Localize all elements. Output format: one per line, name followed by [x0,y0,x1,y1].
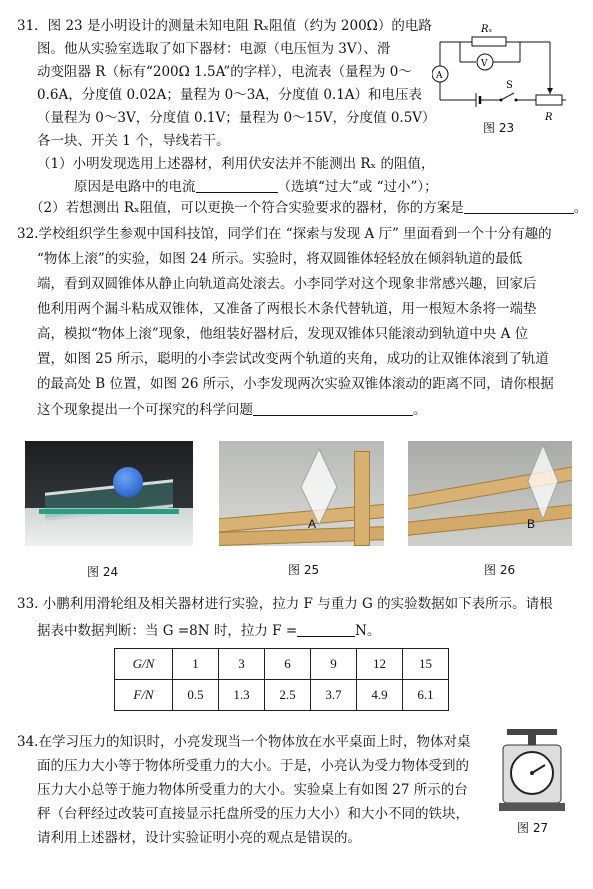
q31-line9-tail: 。 [573,200,588,216]
q32-line8 [37,398,427,418]
q31-answer-blank-2[interactable] [464,200,574,214]
cell-f-3: 2.5 [265,680,311,711]
cell-g-3: 6 [265,649,311,680]
q32-line6: 置，如图 25 所示，聪明的小李尝试改变两个轨道的夹角，成功的让双锥体滚到了轨道 [37,351,549,367]
q31-line6: 各一块、开关 1 个，导线若干。 [37,133,230,149]
q31-line4: 0.6A，分度值 0.02A；量程为 0～3A，分度值 0.1A）和电压表 [37,87,423,103]
cell-g-2: 3 [219,649,265,680]
q34-line3: 压力大小总等于施力物体所受重力的大小。实验桌上有如图 27 所示的台 [37,782,468,798]
q34-line4: 秤（台秤经过改装可直接显示托盘所受的压力大小）和大小不同的铁块， [37,806,469,822]
fig25-caption: 图 25 [288,563,320,577]
cell-f-4: 3.7 [311,680,357,711]
mark-b: B [527,517,536,531]
label-s: S [506,80,513,91]
cell-g-6: 15 [403,649,449,680]
q34-line5: 请利用上述器材，设计实验证明小亮的观点是错误的。 [37,830,361,846]
switch-icon [501,93,514,100]
q31-line8 [74,175,438,195]
fig27-caption: 图 27 [517,821,549,835]
q32-line7: 的最高处 B 位置，如图 26 所示，小李发现两次实验双锥体滚动的距离不同，请你根据 [37,376,554,392]
q31-line1: 31．图 23 是小明设计的测量未知电阻 Rₓ阻值（约为 200Ω）的电路 [17,18,432,34]
q32-line1: 32.学校组织学生参观中国科技馆，同学们在 “探索与发现 A 厅” 里面看到一个十分有趣的 [17,226,552,242]
cell-f-6: 6.1 [403,680,449,711]
label-a: A [436,71,443,81]
resistor-rx [472,37,506,46]
q31-line8-tail: （选填“过大”或 “过小”）； [277,179,438,195]
q32-line8-text: 这个现象提出一个可探究的科学问题 [37,402,253,418]
q32-line4: 他利用两个漏斗粘成双锥体，又准备了两根长木条代替轨道，用一根短木条将一端垫 [37,301,537,317]
circuit-diagram-fig23 [432,20,572,132]
photo-fig25 [219,441,384,546]
scale-fig27 [497,727,567,815]
photo-fig24 [25,441,193,546]
q33-line2 [37,619,380,639]
q31-line9-text: （2）若想测出 Rₓ阻值，可以更换一个符合实验要求的器材，你的方案是 [30,200,464,216]
cell-f-5: 4.9 [357,680,403,711]
row-label-f: F/N [115,680,173,711]
cell-g-1: 1 [173,649,219,680]
mark-a: A [308,517,317,531]
label-r: R [545,112,553,123]
cell-g-5: 12 [357,649,403,680]
q32-line2: “物体上滚”的实验，如图 24 所示。实验时，将双圆锥体轻轻放在倾斜轨道的最低 [37,251,523,267]
q31-line9 [30,196,587,216]
cell-f-2: 1.3 [219,680,265,711]
q33-line2-tail: N。 [355,623,381,639]
scale-tray [507,729,557,735]
q31-line5: （量程为 0～3V，分度值 0.1V；量程为 0～15V，分度值 0.5V） [37,110,436,126]
q32-line8-tail: 。 [413,402,427,418]
q31-line3: 动变阻器 R（标有“200Ω 1.5A”的字样），电流表（量程为 0～ [37,64,412,80]
fig26-caption: 图 26 [484,563,516,577]
label-rx: Rₓ [481,24,493,35]
double-cone-icon [113,467,143,497]
q33-line1: 33. 小鹏利用滑轮组及相关器材进行实验，拉力 F 与重力 G 的实验数据如下表所示。请根 [17,596,553,612]
funnel-cone-icon-2 [518,443,568,523]
data-table [114,648,449,711]
fig23-caption: 图 23 [483,121,515,135]
row-label-g: G/N [115,649,173,680]
label-v: V [481,59,488,69]
rheostat-icon [536,95,562,105]
q33-line2-text: 据表中数据判断：当 G =8N 时，拉力 F = [37,623,298,639]
q32-line3: 端，看到双圆锥体从静止向轨道高处滚去。小李同学对这个现象非常感兴趣，回家后 [37,276,537,292]
q31-line7: （1）小明发现选用上述器材，利用伏安法并不能测出 Rₓ 的阻值， [37,156,435,172]
scale-base [499,803,565,811]
table-row-g [115,649,449,680]
fig24-caption: 图 24 [87,565,119,579]
q34-line1: 34.在学习压力的知识时，小亮发现当一个物体放在水平桌面上时，物体对桌 [17,734,471,750]
q32-line5: 高，模拟“物体上滚”现象，他组装好器材后，发现双锥体只能滚动到轨道中央 A 位 [37,326,529,342]
cell-g-4: 9 [311,649,357,680]
q31-answer-blank-1[interactable] [196,179,278,193]
q31-line2: 图。他从实验室选取了如下器材：电源（电压恒为 3V）、滑 [37,41,391,57]
q32-answer-blank[interactable] [253,402,413,416]
funnel-cone-icon [289,447,349,527]
cell-f-1: 0.5 [173,680,219,711]
q34-line2: 面的压力大小等于物体所受重力的大小。于是，小亮认为受力物体受到的 [37,758,469,774]
photo-fig26 [408,441,572,546]
q31-line8-text: 原因是电路中的电流 [74,179,196,195]
table-row-f [115,680,449,711]
q33-answer-blank[interactable] [297,623,355,637]
